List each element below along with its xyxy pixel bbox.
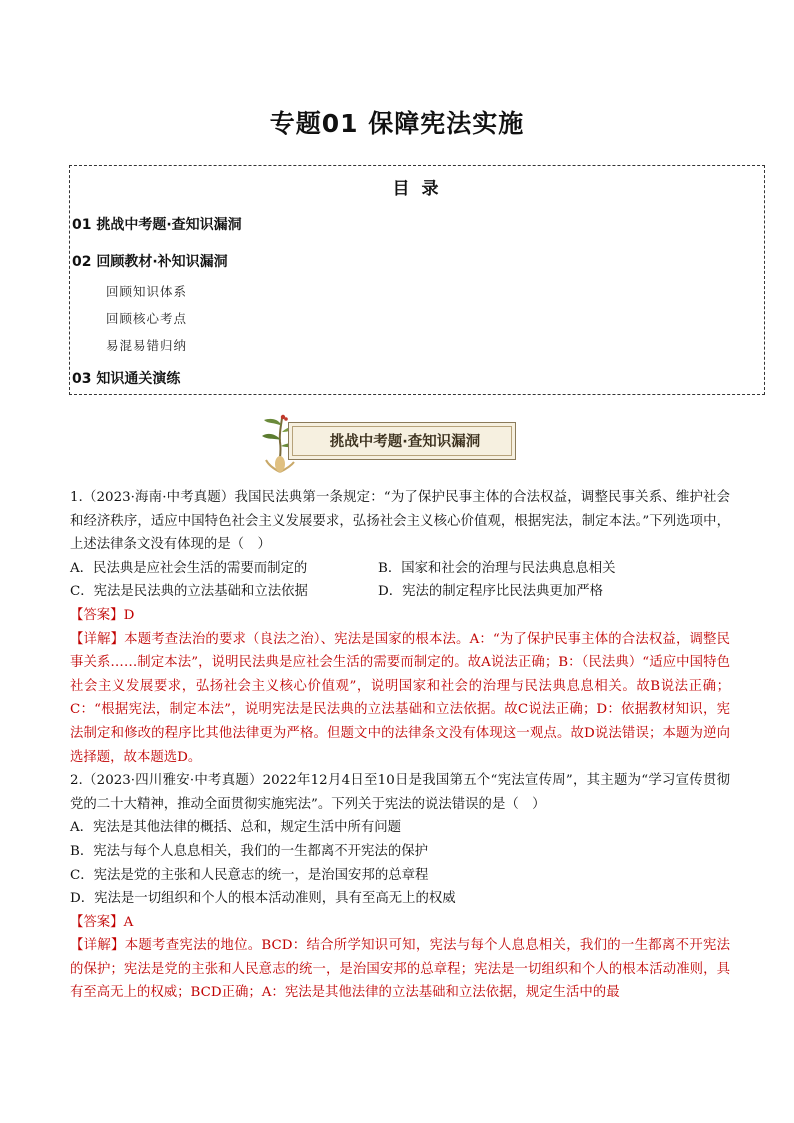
explanation-label: 【详解】 — [70, 938, 125, 954]
toc-subitem-mistakes[interactable]: 易混易错归纳 — [106, 338, 188, 353]
option-a: A．民法典是应社会生活的需要而制定的 — [70, 560, 308, 576]
section-banner — [258, 412, 523, 474]
question-stem: 1.（2023·海南·中考真题）我国民法典第一条规定：“为了保护民事主体的合法权益，调整民事关系、维护社会和经济秩序，适应中国特色社会主义发展要求，弘扬社会主义核心价值观，根据宪法，制定本法。”下列选项中，上述法律条文没有体现的是（ ） — [70, 490, 730, 553]
answer-label: 【答案】 — [70, 607, 124, 623]
option-b: B．宪法与每个人息息相关，我们的一生都离不开宪法的保护 — [70, 843, 428, 859]
answer-label: 【答案】 — [70, 914, 124, 930]
answer-value: A — [123, 914, 134, 930]
question-2 — [70, 769, 730, 1005]
option-d: D．宪法的制定程序比民法典更加严格 — [378, 584, 603, 600]
toc-item-challenge[interactable]: 01 挑战中考题·查知识漏洞 — [72, 217, 242, 233]
toc-item-review[interactable]: 02 回顾教材·补知识漏洞 — [72, 254, 228, 270]
explanation-text: 本题考查法治的要求（良法之治）、宪法是国家的根本法。A：“为了保护民事主体的合法权益，调整民事关系……制定本法”，说明民法典是应社会生活的需要而制定的。故A说法正确；B：（民法典）“适应中国特色社会主义发展要求，弘扬社会主义核心价值观”，说明国家和社会的治理与民法典息息相关。故B说法正确；C：“根据宪法，制定本法”，说明宪法是民法典的立法基础和立法依据。故C说法正确；D：依据教材知识，宪法制定和修改的程序比其他法律更为严格。但题文中的法律条文没有体现这一观点。故D说法错误；本题为逆向选择题，故本题选D。 — [70, 631, 730, 765]
option-c: C．宪法是民法典的立法基础和立法依据 — [70, 584, 308, 600]
option-b: B．国家和社会的治理与民法典息息相关 — [378, 560, 616, 576]
answer-line — [70, 911, 730, 935]
question-1 — [70, 486, 730, 769]
toc-subitem-core-points[interactable]: 回顾核心考点 — [106, 311, 188, 326]
explanation — [70, 628, 730, 770]
answer-value: D — [123, 607, 135, 623]
toc-item-practice[interactable]: 03 知识通关演练 — [72, 371, 181, 387]
question-list — [70, 486, 730, 1005]
option-a: A．宪法是其他法律的概括、总和，规定生活中所有问题 — [70, 820, 402, 836]
section-banner-title: 挑战中考题·查知识漏洞 — [329, 434, 481, 450]
section-banner-box — [288, 422, 516, 460]
table-of-contents — [69, 165, 765, 395]
page-title: 专题01 保障宪法实施 — [269, 109, 525, 138]
explanation-text: 本题考查宪法的地位。BCD：结合所学知识可知，宪法与每个人息息相关，我们的一生都离不开宪法的保护；宪法是党的主张和人民意志的统一，是治国安邦的总章程；宪法是一切组织和个人的根本活动准则，具有至高无上的权威；BCD正确；A：宪法是其他法律的立法基础和立法依据，规定生活中的最 — [70, 938, 731, 1001]
explanation — [70, 934, 730, 1005]
explanation-label: 【详解】 — [70, 631, 125, 647]
option-c: C．宪法是党的主张和人民意志的统一，是治国安邦的总章程 — [70, 867, 429, 883]
toc-subitem-knowledge-system[interactable]: 回顾知识体系 — [106, 284, 188, 299]
answer-line — [70, 604, 730, 628]
option-d: D．宪法是一切组织和个人的根本活动准则，具有至高无上的权威 — [70, 891, 456, 907]
question-stem: 2.（2023·四川雅安·中考真题）2022年12月4日至10日是我国第五个“宪法宣传周”，其主题为“学习宣传贯彻党的二十大精神，推动全面贯彻实施宪法”。下列关于宪法的说法错误的是（ ） — [70, 773, 730, 812]
toc-heading: 目 录 — [392, 179, 442, 199]
